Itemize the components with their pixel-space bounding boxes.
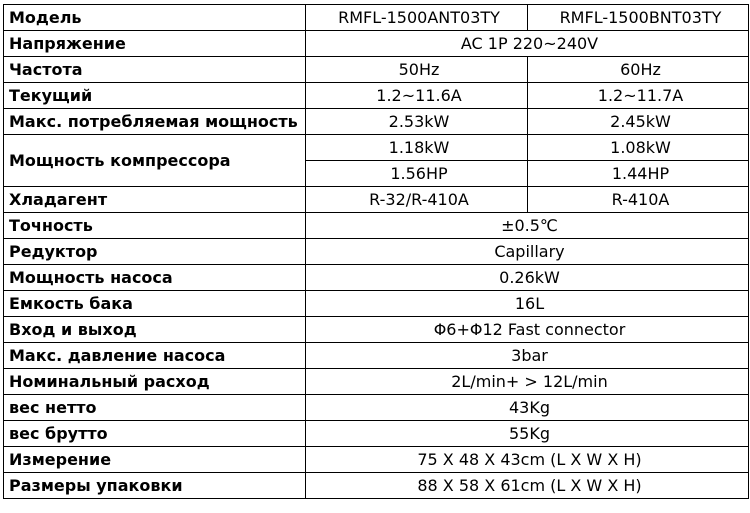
spec-table	[3, 4, 749, 499]
value-model-b: 60Hz	[528, 57, 749, 83]
value-model-a: RMFL-1500ANT03TY	[306, 5, 528, 31]
table-row	[4, 5, 749, 31]
value-shared: 3bar	[306, 343, 749, 369]
value-model-b: 2.45kW	[528, 109, 749, 135]
table-row	[4, 473, 749, 499]
row-label: Измерение	[4, 447, 306, 473]
table-row	[4, 135, 749, 161]
value-shared: 75 X 48 X 43cm (L X W X H)	[306, 447, 749, 473]
value-shared: ±0.5℃	[306, 213, 749, 239]
row-label: Макс. давление насоса	[4, 343, 306, 369]
table-row	[4, 369, 749, 395]
row-label: Вход и выход	[4, 317, 306, 343]
table-row	[4, 83, 749, 109]
value-shared: AC 1P 220~240V	[306, 31, 749, 57]
table-row	[4, 317, 749, 343]
value-model-a: 2.53kW	[306, 109, 528, 135]
value-shared: 2L/min+ > 12L/min	[306, 369, 749, 395]
value-model-a: 50Hz	[306, 57, 528, 83]
value-model-b: 1.2~11.7A	[528, 83, 749, 109]
value-shared: 55Kg	[306, 421, 749, 447]
value-model-b: R-410A	[528, 187, 749, 213]
table-row	[4, 395, 749, 421]
table-row	[4, 447, 749, 473]
row-label: Макс. потребляемая мощность	[4, 109, 306, 135]
table-row	[4, 31, 749, 57]
value-model-a: 1.18kW	[306, 135, 528, 161]
table-row	[4, 265, 749, 291]
row-label: Мощность насоса	[4, 265, 306, 291]
value-shared: 88 X 58 X 61cm (L X W X H)	[306, 473, 749, 499]
value-model-b: 1.08kW	[528, 135, 749, 161]
value-shared: 0.26kW	[306, 265, 749, 291]
table-row	[4, 239, 749, 265]
row-label: Емкость бака	[4, 291, 306, 317]
row-label: Хладагент	[4, 187, 306, 213]
value-shared: Φ6+Φ12 Fast connector	[306, 317, 749, 343]
table-row	[4, 291, 749, 317]
row-label: вес брутто	[4, 421, 306, 447]
row-label: Частота	[4, 57, 306, 83]
row-label: Модель	[4, 5, 306, 31]
value-shared: 43Kg	[306, 395, 749, 421]
value-model-a: 1.56HP	[306, 161, 528, 187]
row-label: вес нетто	[4, 395, 306, 421]
value-model-a: R-32/R-410A	[306, 187, 528, 213]
value-shared: 16L	[306, 291, 749, 317]
table-row	[4, 187, 749, 213]
table-row	[4, 57, 749, 83]
row-label: Напряжение	[4, 31, 306, 57]
value-shared: Capillary	[306, 239, 749, 265]
value-model-b: 1.44HP	[528, 161, 749, 187]
value-model-a: 1.2~11.6A	[306, 83, 528, 109]
row-label: Мощность компрессора	[4, 135, 306, 187]
row-label: Номинальный расход	[4, 369, 306, 395]
row-label: Редуктор	[4, 239, 306, 265]
table-row	[4, 213, 749, 239]
table-row	[4, 109, 749, 135]
value-model-b: RMFL-1500BNT03TY	[528, 5, 749, 31]
table-row	[4, 343, 749, 369]
row-label: Точность	[4, 213, 306, 239]
table-row	[4, 421, 749, 447]
row-label: Размеры упаковки	[4, 473, 306, 499]
row-label: Текущий	[4, 83, 306, 109]
